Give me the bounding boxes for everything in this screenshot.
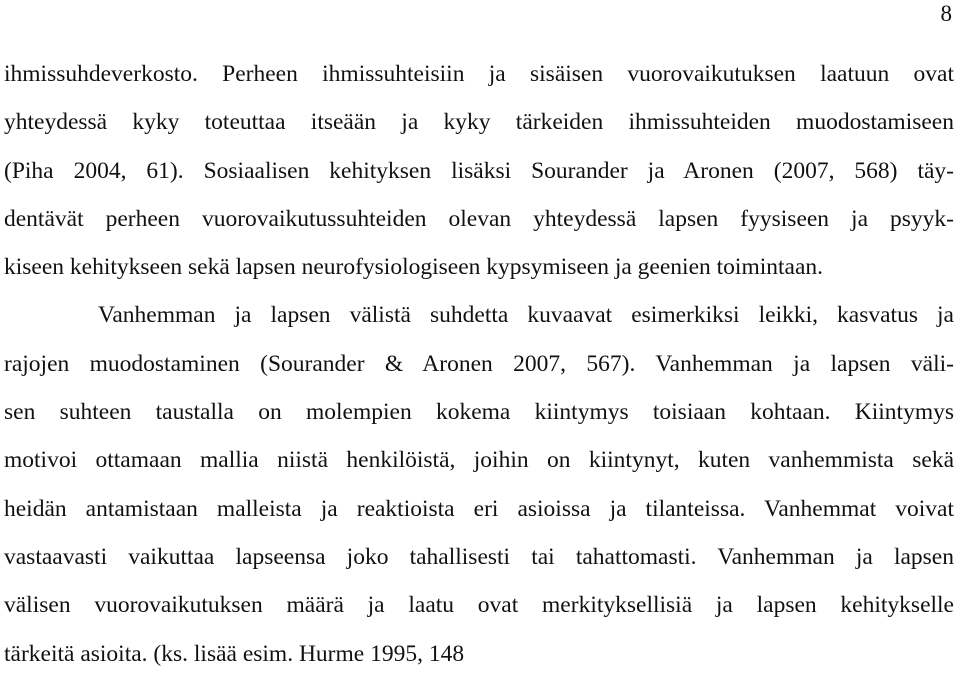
body-text xyxy=(4,50,954,678)
text-line: (Piha 2004, 61). Sosiaalisen kehityksen lisäksi Sourander ja Aronen (2007, 568) täy- xyxy=(4,157,954,184)
text-line: vastaavasti vaikuttaa lapseensa joko tahallisesti tai tahattomasti. Vanhemman ja lapsen xyxy=(4,543,954,570)
text-line: kiseen kehitykseen sekä lapsen neurofysiologiseen kypsymiseen ja geenien toimintaan. xyxy=(4,254,824,281)
text-line: motivoi ottamaan mallia niistä henkilöistä, joihin on kiintynyt, kuten vanhemmista sekä xyxy=(4,447,954,474)
text-line: yhteydessä kyky toteuttaa itseään ja kyky tärkeiden ihmissuhteiden muodostamiseen xyxy=(4,109,954,136)
text-line: Vanhemman ja lapsen välistä suhdetta kuvaavat esimerkiksi leikki, kasvatus ja xyxy=(98,302,954,329)
text-line: ihmissuhdeverkosto. Perheen ihmissuhteisiin ja sisäisen vuorovaikutuksen laatuun ovat xyxy=(4,61,954,87)
text-line: tärkeitä asioita. (ks. lisää esim. Hurme 1995, 148 xyxy=(4,640,465,667)
text-line: rajojen muodostaminen (Sourander & Aronen 2007, 567). Vanhemman ja lapsen väli- xyxy=(4,350,954,377)
text-line: heidän antamistaan malleista ja reaktioista eri asioissa ja tilanteissa. Vanhemmat voivat xyxy=(4,495,954,522)
text-line: dentävät perheen vuorovaikutussuhteiden olevan yhteydessä lapsen fyysiseen ja psyyk- xyxy=(4,205,954,232)
page-number: 8 xyxy=(940,1,952,26)
text-line: sen suhteen taustalla on molempien kokema kiintymys toisiaan kohtaan. Kiintymys xyxy=(4,399,954,426)
text-line: välisen vuorovaikutuksen määrä ja laatu ovat merkityksellisiä ja lapsen kehitykselle xyxy=(4,592,954,619)
